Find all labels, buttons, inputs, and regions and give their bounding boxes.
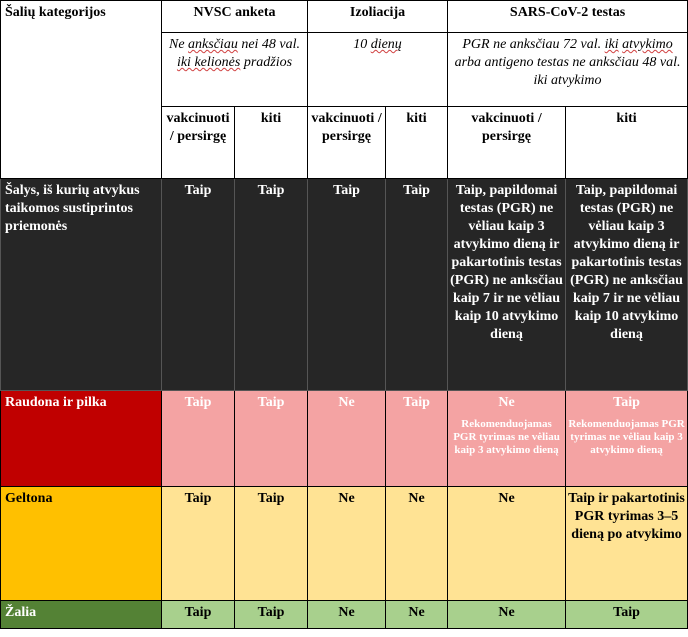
cell-value: Taip [162,487,235,601]
cell-value: Taip ir pakartotinis PGR tyrimas 3–5 dieną po atvykimo [566,487,688,601]
cell-value: Taip [566,601,688,629]
table-row [1,391,688,487]
cell-value: Ne [448,487,566,601]
cell-value: Taip [162,601,235,629]
cell-value: Taip [386,179,448,391]
cell-value: Taip [235,487,308,601]
row-label-green: Žalia [1,601,162,629]
cell-value: Ne [308,487,386,601]
table-row [1,487,688,601]
cell-value: Ne [308,601,386,629]
cell-value: Ne [448,601,566,629]
cell-value: Ne [386,487,448,601]
cell-value: Taip [235,391,308,487]
cell-value: Taip, papildomai testas (PGR) ne vėliau kaip 3 atvykimo dieną ir pakartotinis testas (PGR) ne anksčiau kaip 7 ir ne vėliau kaip 10 atvykimo dieną [566,179,688,391]
subheader-test: PGR ne anksčiau 72 val. iki atvykimo arba antigeno testas ne anksčiau 48 val. iki atvykimo [448,33,688,107]
header-isolation: Izoliacija [308,1,448,33]
row-label-enhanced-measures: Šalys, iš kurių atvykus taikomos sustiprintos priemonės [1,179,162,391]
row-label-red-grey: Raudona ir pilka [1,391,162,487]
subheader-nvsc: Ne anksčiau nei 48 val. iki kelionės pradžios [162,33,308,107]
recommendation-note: Rekomenduojamas PGR tyrimas ne vėliau kaip 3 atvykimo dieną [568,418,685,456]
header-nvsc-form: NVSC anketa [162,1,308,33]
group-others-test: kiti [566,107,688,179]
subheader-isolation: 10 dienų [308,33,448,107]
cell-value: Taip, papildomai testas (PGR) ne vėliau kaip 3 atvykimo dieną ir pakartotinis testas (PGR) ne anksčiau kaip 7 ir ne vėliau kaip 10 atvykimo dieną [448,179,566,391]
group-vaccinated-isolation: vakcinuoti / persirgę [308,107,386,179]
header-country-categories: Šalių kategorijos [1,1,162,179]
row-label-yellow: Geltona [1,487,162,601]
cell-value: Taip [308,179,386,391]
group-vaccinated-nvsc: vakcinuoti / persirgę [162,107,235,179]
recommendation-note: Rekomenduojamas PGR tyrimas ne vėliau kaip 3 atvykimo dieną [453,418,560,456]
cell-value: Taip [235,601,308,629]
cell-value: Taip [162,391,235,487]
table-row [1,601,688,629]
cell-value-with-note: Taip Rekomenduojamas PGR tyrimas ne vėliau kaip 3 atvykimo dieną [566,391,688,487]
cell-value: Taip [386,391,448,487]
group-others-isolation: kiti [386,107,448,179]
cell-value: Taip [162,179,235,391]
cell-value: Taip [235,179,308,391]
table-row [1,179,688,391]
group-vaccinated-test: vakcinuoti / persirgę [448,107,566,179]
cell-value: Ne [386,601,448,629]
cell-value: Ne [308,391,386,487]
header-sars-cov-2-test: SARS-CoV-2 testas [448,1,688,33]
group-others-nvsc: kiti [235,107,308,179]
cell-value-with-note: Ne Rekomenduojamas PGR tyrimas ne vėliau kaip 3 atvykimo dieną [448,391,566,487]
